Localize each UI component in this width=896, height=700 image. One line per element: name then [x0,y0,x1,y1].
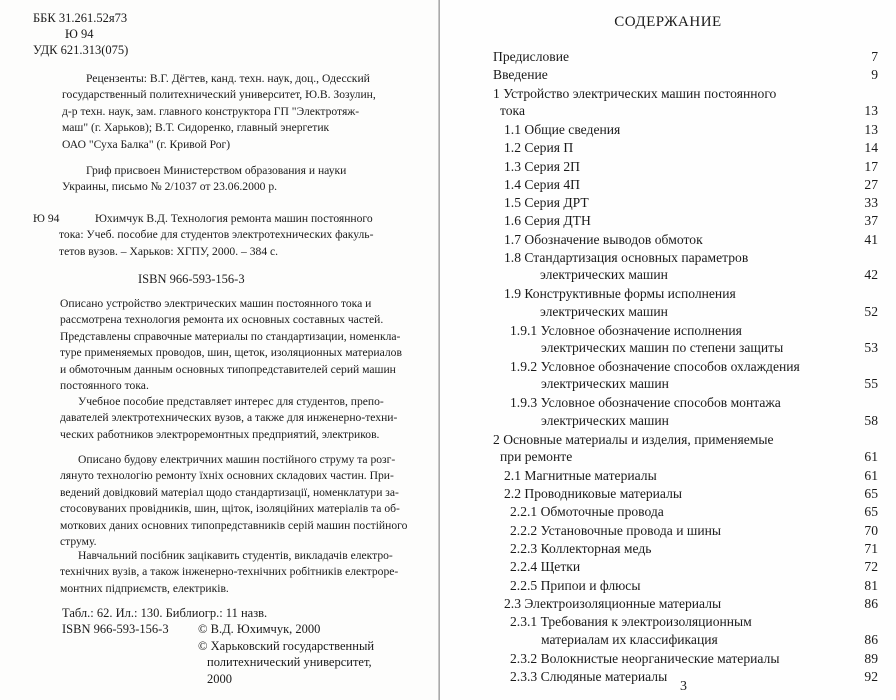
toc-page-number: 7 [871,49,878,64]
text-line: давателей электротехнических вузов, а также для инженерно-техни- [60,411,398,425]
text-line: лянуто технологію ремонту їхніх основних складових частин. При- [60,469,394,483]
toc-page-number: 55 [864,376,878,392]
toc-page-number: 86 [864,595,878,611]
text-line: ведений довідковий матеріал щодо стандартизації, номенклатури за- [60,485,399,499]
toc-entry: Предисловие [493,49,570,64]
toc-page-number: 41 [864,231,878,247]
text-line: Навчальний посібник зацікавить студентів, викладачів електро- [78,549,393,562]
tables-info: Табл.: 62. Ил.: 130. Библиогр.: 11 назв. [62,606,268,620]
toc-entry: 1.1 Общие сведения [504,121,621,137]
toc-entry: 1.5 Серия ДРТ [504,195,589,211]
toc-entry: 1.9.2 Условное обозначение способов охлаждения [510,358,800,374]
toc-page-number: 89 [864,650,878,666]
toc-entry: 1.4 Серия 4П [504,176,580,192]
text-line: маш" (г. Харьков); В.Т. Сидоренко, главный энергетик [62,121,330,135]
toc-entry: 2.3.2 Волокнистые неорганические материалы [510,650,780,666]
toc-entry: 1 Устройство электрических машин постоянного [493,85,777,101]
text-line: постоянного тока. [60,379,149,393]
copyright-line: © Харьковский государственный [198,638,375,653]
udk-code: УДК 621.313(075) [33,43,129,57]
reviewers-block [62,71,412,153]
toc-entry: 1.6 Серия ДТН [504,213,591,229]
toc-entry-continuation: электрических машин [540,267,668,283]
text-line: Юхимчук В.Д. Технология ремонта машин постоянного [95,212,373,225]
toc-entry-continuation: электрических машин по степени защиты [541,340,784,355]
toc-entry: 1.8 Стандартизация основных параметров [504,250,749,265]
copyright-block [198,621,374,687]
audience-uk [60,548,412,597]
audience-ru [60,394,412,443]
text-line: Описано устройство электрических машин постоянного тока и [60,297,372,310]
copyright-line: политехнический университет, [207,655,372,670]
text-line: Описано будову електричних машин постійного струму та розг- [78,453,396,466]
toc-entry-continuation: электрических машин [540,303,668,319]
toc-entry: 2.3.1 Требования к электроизоляционным [510,614,752,630]
toc-entry: 2.3.3 Слюдяные материалы [510,668,668,684]
bibliographic-record [33,211,374,260]
toc-entry: 1.9.1 Условное обозначение исполнения [510,322,742,338]
toc-entry-continuation: материалам их классификация [541,631,718,647]
toc-page-number: 37 [864,213,878,229]
toc-entry-continuation: при ремонте [500,448,573,464]
toc-page-number: 81 [864,577,878,593]
toc-page-number: 65 [864,486,878,502]
text-line: тока: Учеб. пособие для студентов электротехнических факуль- [59,228,374,242]
text-line: Учебное пособие представляет интерес для студентов, препо- [78,395,384,408]
text-line: Украины, письмо № 2/1037 от 23.06.2000 р. [62,180,278,194]
text-line: технічних вузів, а також інженерно-технічних робітників електроре- [60,565,399,579]
toc-entry: 2.2.1 Обмоточные провода [510,504,664,520]
toc-page-number: 14 [864,140,878,156]
toc-entry-continuation: электрических машин [541,376,669,392]
toc-page-number: 58 [864,412,878,428]
toc-entry: 2.2.3 Коллекторная медь [510,541,652,556]
toc-page-number: 61 [864,448,878,464]
toc-entry: 2.2 Проводниковые материалы [504,486,682,502]
toc-page-number: 70 [864,522,878,538]
copyright-line: © В.Д. Юхимчук, 2000 [198,622,321,636]
toc-page-number: 42 [864,267,878,283]
toc-page-number: 71 [864,541,878,556]
text-line: Рецензенты: В.Г. Дёгтев, канд. техн. наук, доц., Одесский [86,72,370,85]
text-line: монтних підприємств, електриків. [60,581,229,595]
toc-page-number: 13 [864,121,878,137]
classification-codes [33,10,128,58]
right-page [440,0,896,700]
left-page [0,0,440,700]
toc-entry-continuation: электрических машин [541,412,669,428]
toc-page-number: 33 [864,195,878,211]
text-line: д-р техн. наук, зам. главного конструктора ГП "Электротяж- [62,104,360,118]
isbn-bottom: ISBN 966-593-156-3 [62,622,169,636]
toc-entry: 1.2 Серия П [504,140,574,156]
toc-entry: 2.1 Магнитные материалы [504,467,657,483]
text-line: ОАО "Суха Балка" (г. Кривой Рог) [62,137,231,151]
toc-entry: 1.7 Обозначение выводов обмоток [504,231,703,247]
abstract-uk [60,452,412,550]
text-line: рассмотрена технология ремонта их основных составных частей. [60,313,384,327]
text-line: государственный политехнический университет, Ю.В. Зозулин, [62,88,376,102]
biblio-code: Ю 94 [33,212,60,225]
text-line: стосовуваних провідників, шин, щіток, ізоляційних матеріалів та об- [60,502,400,516]
toc-entry: 1.3 Серия 2П [504,158,580,174]
toc-page-number: 72 [864,559,878,575]
bbk-code: ББК 31.261.52я73 [33,11,128,25]
toc-entry: 2.2.4 Щетки [510,559,581,575]
toc-entry: 2.2.5 Припои и флюсы [510,577,641,593]
toc-page-number: 13 [864,103,878,118]
text-line: Представлены справочные материалы по стандартизации, номенкла- [60,329,401,343]
text-line: моткових даних основних типопредставників серій машин постійного [60,518,408,532]
toc-page-number: 92 [864,668,878,684]
text-line: тетов вузов. – Харьков: ХГПУ, 2000. – 384 с. [59,244,279,258]
toc-entry: 2.3 Электроизоляционные материалы [504,595,722,611]
toc-page-number: 65 [864,504,878,520]
toc-page-number: 52 [864,303,878,319]
toc-entry: 2.2.2 Установочные провода и шины [510,522,722,538]
copyright-line: 2000 [207,671,232,686]
toc-entry: 1.9 Конструктивные формы исполнения [504,286,736,302]
toc-entry: 2 Основные материалы и изделия, применяемые [493,431,774,447]
toc-page-number: 53 [864,340,878,355]
isbn-mid: ISBN 966-593-156-3 [138,272,245,286]
author-mark: Ю 94 [65,27,94,41]
toc-page-number: 9 [871,67,878,83]
approval-stamp [62,163,412,196]
toc-entry: 1.9.3 Условное обозначение способов монтажа [510,395,781,411]
text-line: и обмоточным данным основных типопредставителей серий машин [60,362,396,376]
toc-entry-continuation: тока [500,103,525,118]
text-line: ческих работников электроремонтных предприятий, электриков. [60,427,380,441]
text-line: струму. [60,535,97,549]
text-line: туре применяемых проводов, шин, щеток, изоляционных материалов [60,346,402,360]
toc-entry: Введение [493,67,548,83]
toc-page-number: 27 [864,176,878,192]
toc-title: СОДЕРЖАНИЕ [614,14,722,30]
text-line: Гриф присвоен Министерством образования и науки [86,164,347,177]
toc-page-number: 86 [864,631,878,647]
abstract-ru [60,296,412,394]
page-number: 3 [680,679,687,694]
toc-page-number: 17 [864,158,878,174]
toc-page-number: 61 [864,467,878,483]
